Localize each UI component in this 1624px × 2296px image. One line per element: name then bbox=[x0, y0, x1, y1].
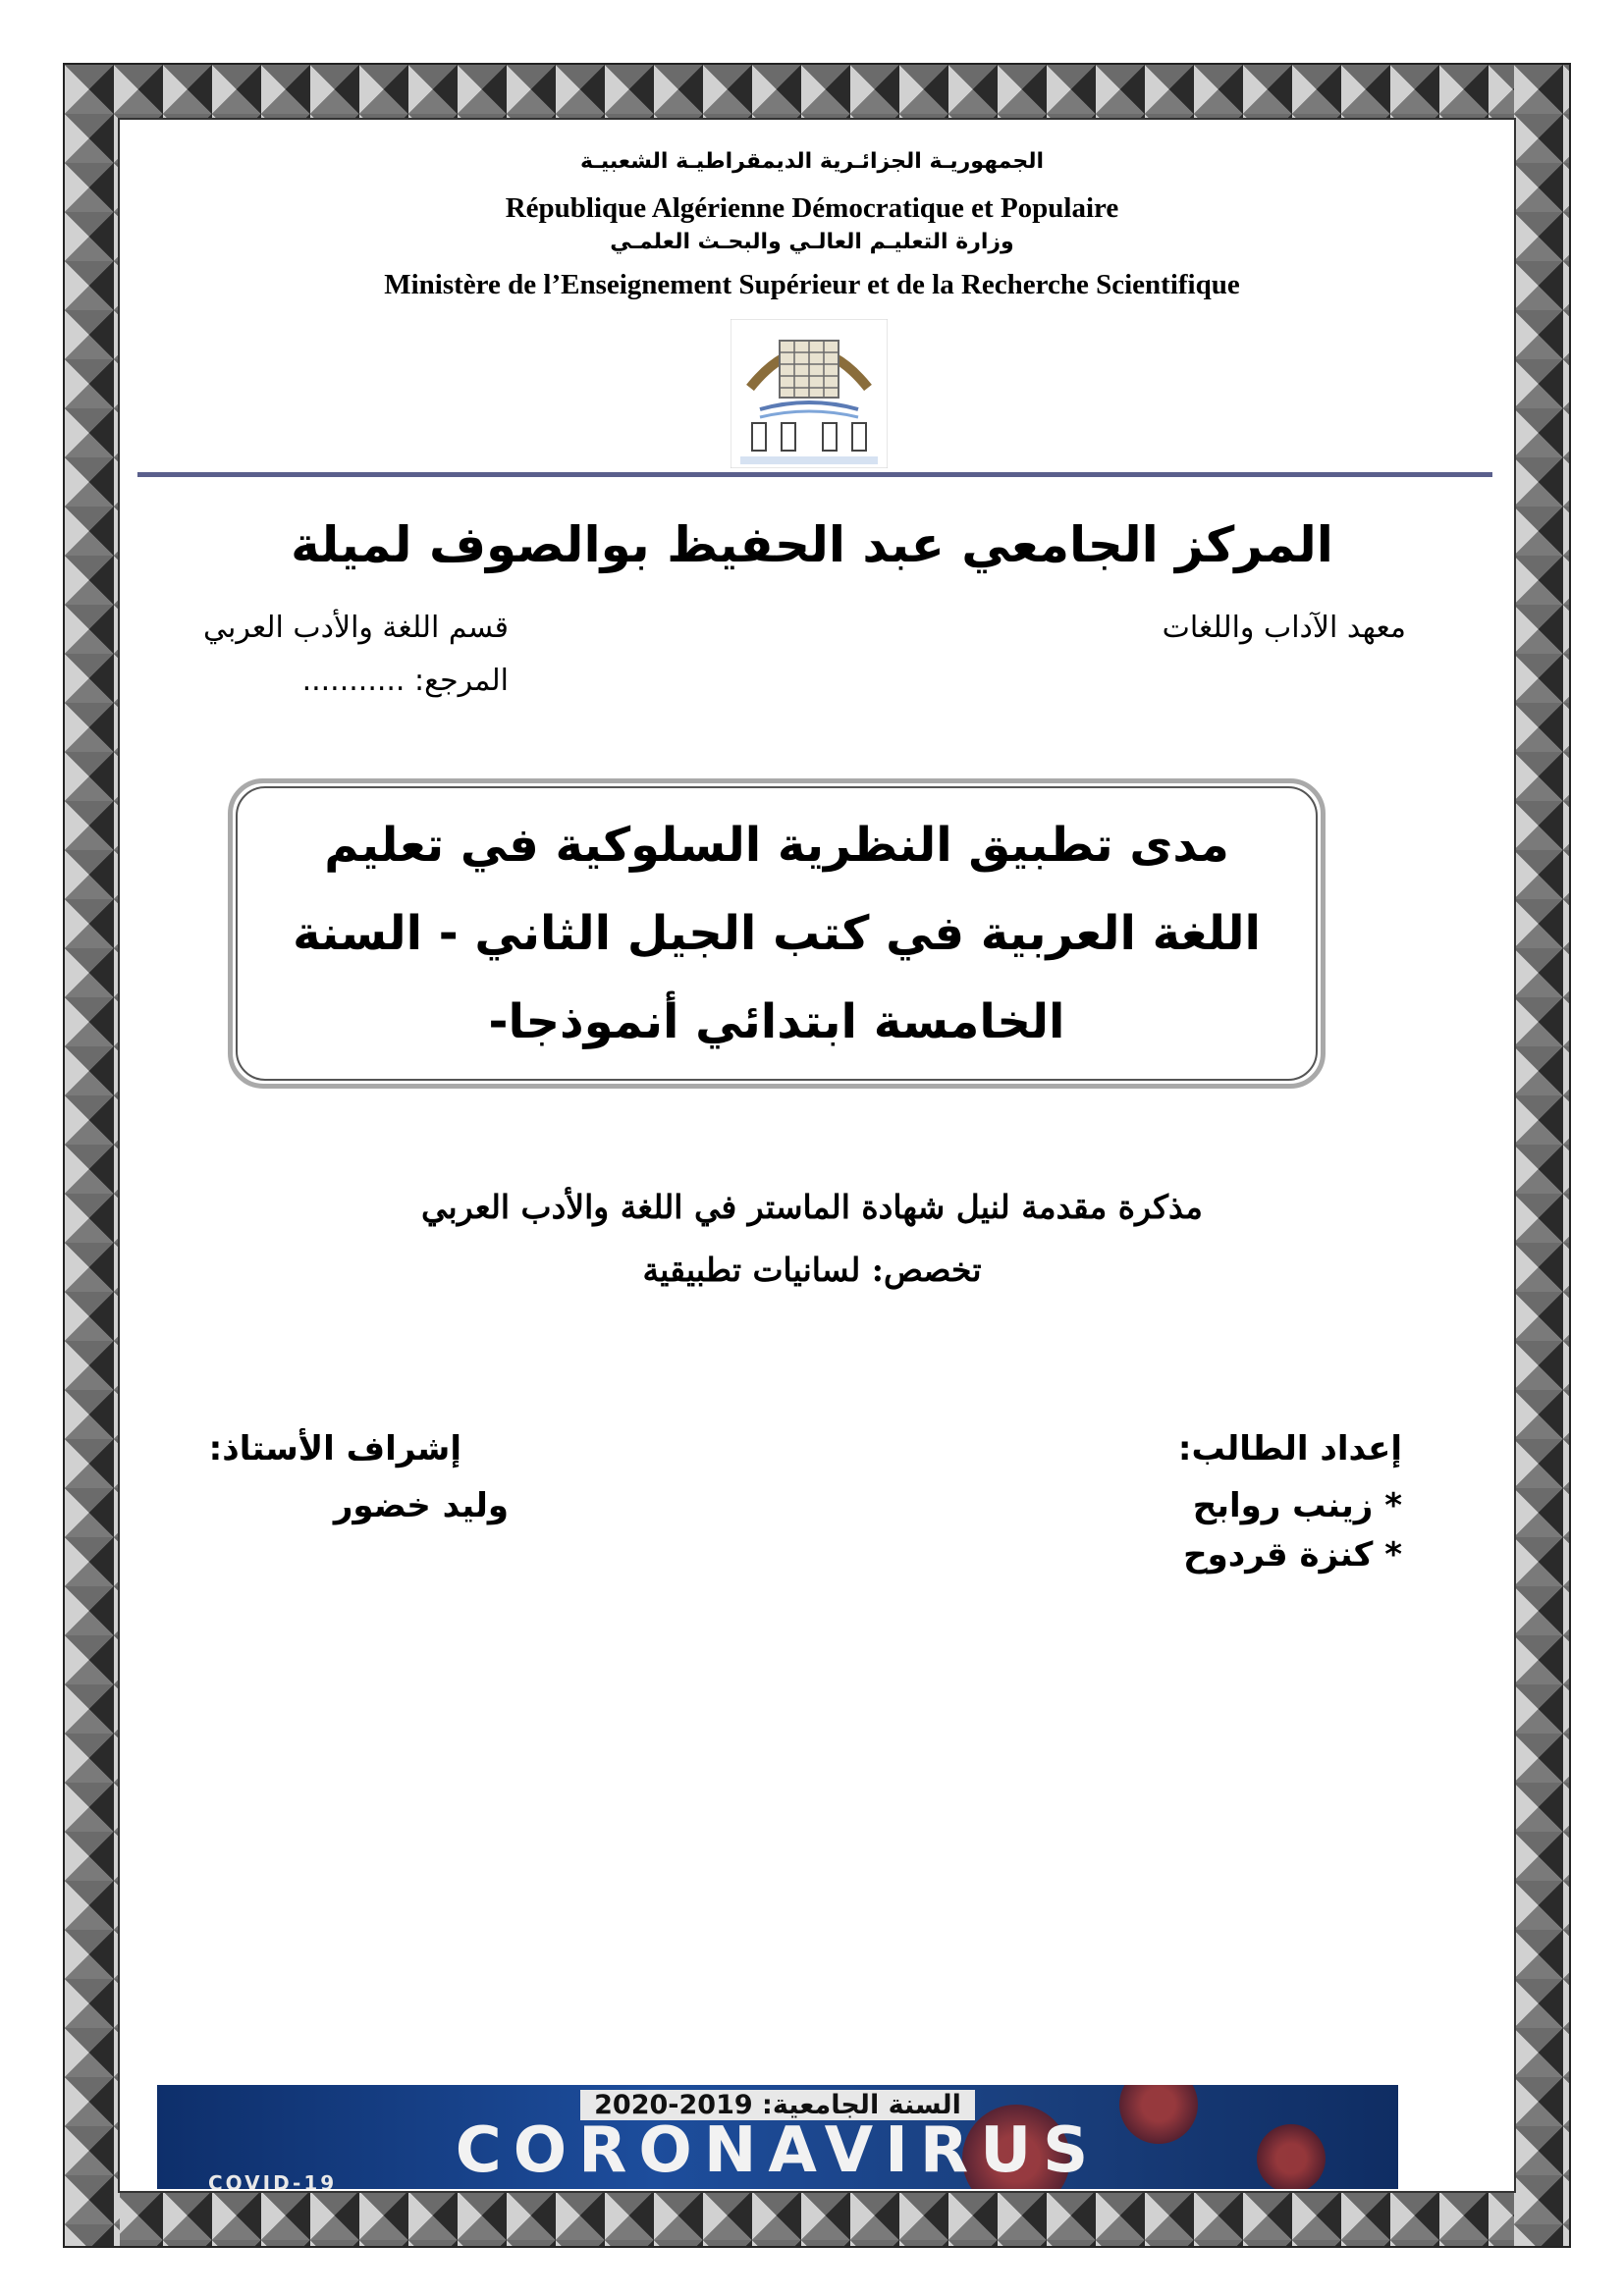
header-divider bbox=[137, 472, 1492, 477]
prepared-by-label: إعداد الطالب: bbox=[1177, 1429, 1402, 1468]
supervision-label: إشراف الأستاذ: bbox=[208, 1429, 461, 1468]
reference-label: المرجع: ........... bbox=[301, 664, 509, 698]
department-label: قسم اللغة والأدب العربي bbox=[202, 611, 509, 645]
institute-label: معهد الآداب واللغات bbox=[1162, 611, 1406, 645]
student-name: * زينب روابح bbox=[1192, 1486, 1402, 1525]
university-name: المركز الجامعي عبد الحفيظ بوالصوف لميلة bbox=[291, 515, 1333, 573]
thesis-title: مدى تطبيق النظرية السلوكية في تعليم اللغة العربية في كتب الجيل الثاني - السنة الخامسة ابتدائي أنموذجا- bbox=[293, 818, 1261, 1049]
supervisor-name: وليد خضور bbox=[333, 1486, 509, 1525]
ministry-name-arabic: وزارة التعليـم العالـي والبحـث العلمـي bbox=[610, 230, 1014, 254]
coronavirus-banner bbox=[157, 2085, 1398, 2189]
specialty-label: تخصص: لسانيات تطبيقية bbox=[642, 1251, 982, 1289]
academic-year: السنة الجامعية: 2019-2020 bbox=[580, 2090, 975, 2120]
student-name: * كنزة قردوح bbox=[1183, 1535, 1402, 1575]
republic-name-french: République Algérienne Démocratique et Populaire bbox=[505, 192, 1119, 224]
degree-memo: مذكرة مقدمة لنيل شهادة الماستر في اللغة والأدب العربي bbox=[421, 1188, 1203, 1226]
title-box bbox=[236, 786, 1318, 1081]
republic-name-arabic: الجمهوريـة الجزائـرية الديمقراطيـة الشعبيـة bbox=[579, 149, 1044, 174]
ministry-name-french: Ministère de l’Enseignement Supérieur et de la Recherche Scientifique bbox=[384, 269, 1240, 300]
covid-label: COVID-19 bbox=[208, 2171, 338, 2189]
university-building-logo bbox=[731, 319, 888, 468]
coronavirus-title: CORONAVIRUS bbox=[455, 2114, 1101, 2187]
